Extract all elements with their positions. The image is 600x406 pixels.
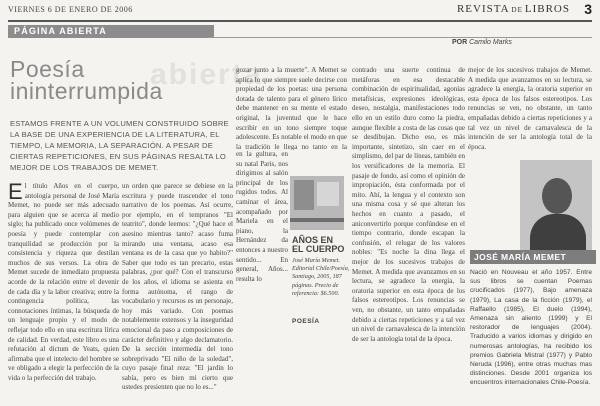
- headline-line-1: Poesía: [10, 56, 85, 82]
- article-column-4: contrado una suerte continua de metáforas en esa destacable combinación de espiritualidad, agonías metafísicas, expresiones ideológicas, deseo, nostalgia, manifestaciones todo ello en un estilo duro como la piedra, aunque flexible a costa de las cosas que se desdibujan. Dicho eso, es más importante, sintetizo, sin caer en el simplismo, del par de líneas, también en los versificadores de la memoria. El pasaje de fondo, así como el opinión de impropiación, ésta conformada por el mito. Ahí, la lengua y el contexto son una misma cosa y sé que alteran los hechos en cuanto a pasado, el aniconvertirlo porque confúndese en el tiempo contrario, donde escapan la confusión, el relugar de los valores nobles: "Es noche la dina llega el: [352, 66, 465, 257]
- book-cover-image: [290, 176, 344, 230]
- column-1-text: l título Años en el cuerpo, antología personal de José María Memet, no puede ser más adecuado para alguien que se acerca al medio siglo; ha publicado once volúmenes de poesía y puede contemplar con tranquilidad se producción por la consistencia y riqueza que destilan muchos de sus versos. La obra de Memet sucede de inmediato propuesta acorde de la relación entre el devenir de cada día y la labor creativa; entre la contingencia política, las connotaciones íntimas, la búsqueda de un lenguaje propio y el modo de reflejar todo ello en una escritura lírica de calidad. En verdad, este libro es una refutación al dictum de Yeats, quien afirmaba que el intelecto del hombre se ve obligado a elegir la perfección de la vida o la perfección del trabajo.: [8, 182, 119, 382]
- header-divider: [8, 20, 592, 22]
- book-title-line-1: AÑOS EN: [292, 235, 334, 245]
- book-cover-panel: [317, 182, 339, 206]
- book-publisher: Editorial Chile/Poesía,: [292, 265, 350, 273]
- book-cover-panel: [294, 180, 314, 210]
- book-title-line-2: EL CUERPO: [292, 244, 345, 254]
- magazine-name-de: DE: [511, 6, 523, 14]
- byline: [452, 39, 512, 46]
- book-details: Santiago, 2005, 187 páginas. Precio de referencia: $6.500.: [292, 273, 342, 297]
- byline-prefix: POR: [452, 39, 468, 46]
- author-photo-caption: JOSÉ MARÍA MEMET: [470, 250, 596, 264]
- article-column-1: [8, 182, 119, 404]
- book-author: José María Memet.: [292, 257, 340, 264]
- article-deck: ESTAMOS FRENTE A UN VOLUMEN CONSTRUIDO SOBRE LA BASE DE UNA EXPERIENCIA DE LA LITERATURA, EL TIEMPO, LA MEMORIA, LA SEPARACIÓN. A PESAR DE CIERTAS REPETICIONES, EN SUS PÁGINAS RESALTA LO MEJOR DE LOS TRABAJOS DE MEMET.: [10, 119, 229, 172]
- book-cover-stripe: [290, 218, 344, 222]
- magazine-name-part1: REVISTA: [456, 3, 510, 15]
- section-label: PÁGINA ABIERTA: [8, 25, 214, 38]
- headline-line-2: ininterrumpida: [10, 78, 163, 104]
- author-photo: [520, 160, 592, 250]
- drop-cap: E: [8, 182, 23, 204]
- book-genre: POESÍA: [292, 318, 320, 325]
- photo-body: [530, 214, 586, 250]
- photo-head: [542, 178, 572, 214]
- dateline: VIERNES 6 DE ENERO DE 2006: [8, 5, 133, 14]
- author-bio: Nació en Nouveau el año 1957. Entre sus libros se cuentan Poemas crucificados (1977), Bajo amenaza (1979), La casa de la ficción (1979), el Raffaello (1985), El duelo (1994), Amenaza sin aliento (1999) y El restorador de lenguajes (2004). Traducido a varios idiomas y dirigido en numerosas antologías, ha recibido los premios Gabriela Mistral (1977) y Pablo Neruda (1996), entre otras muchas mas distinciones. Desde 2001 organiza los encuentros internacionales Chile-Poesía.: [470, 269, 592, 387]
- headline: [10, 58, 230, 102]
- watermark-text: abierta: [150, 58, 263, 91]
- article-column-3-continued: en la gultura, en su natal Paris, nos dirigimos al salón principal de los rugidos todos. Al caminar el área, acompañado por Mariela en el piano, la Hernández da entonces a nuestro sentido... En general, Años... resulta lo: [236, 150, 288, 283]
- byline-author: Camilo Marks: [469, 39, 512, 46]
- section-divider: [208, 37, 592, 38]
- book-title: [292, 236, 356, 254]
- article-column-4-continued: mejor de los sucesivos trabajos de Memet. A medida que avanzamos en su lectura, se agradece la energía, la oratoria superior en esta época de los falsos estereotipos. Los renuncias se ven, no obstante, un tanto empañadas debido a ciertas repeticiones y a tal vez un nivel de carnavalesca de la intención de ser la antología total de la época.: [352, 258, 465, 343]
- magazine-name-part2: LIBROS: [524, 3, 570, 15]
- magazine-name: [457, 3, 570, 15]
- book-metadata: [292, 257, 356, 298]
- article-column-2: un orden que parece se debiese en la escritura y puede trascender el tono narrativo de los poemas. Así ocurre, por ejemplo, en el tempranos "El teatrito", donde leemos: "¿Qué hace el asesino mientras tanto? acaso fuma mirando una ventana, acaso esa ventana es de la casa que yo habito?" Saber que todo es tan precario, estas palabras, ¿por qué? Con el transcurso de los años, el idioma se asienta en forma autónoma, el rango de vocabulario y recursos es un personaje, hoy más variado. Con poemas notablemente extensos y la inseguridad emocional da paso a composiciones de carácter definitivo y algo declamatorio. De la sección intermedia del tono sobreprivado "El niño de la soledad", cuyo pasaje final reza: "El jardín lo sabía, pero es bien mi cierto que ustedes presienten que no lo es...": [122, 182, 233, 392]
- article-column-3: gozar junto a la muerte". A Memet se aplica lo que siempre suele decirse con propiedad de los poetas: una persona dotada de talento para el género lírico debe mantener en su mente el estado original, la juventud que le hace escribir en un tono siempre toque adolescente. Es notable el modo en que la tradición le llega no tanto en la: [236, 66, 347, 150]
- page-number: 3: [584, 1, 592, 17]
- article-column-5: mejor de los sucesivos trabajos de Memet. A medida que avanzamos en su lectura, se agradece la energía, la oratoria superior en esta época de los falsos estereotipos. Los renuncias se ven, no obstante, un tanto empañadas debido a ciertas repeticiones y a tal vez un nivel de carnavalesca de la intención de ser la antología total de la época.: [468, 66, 592, 151]
